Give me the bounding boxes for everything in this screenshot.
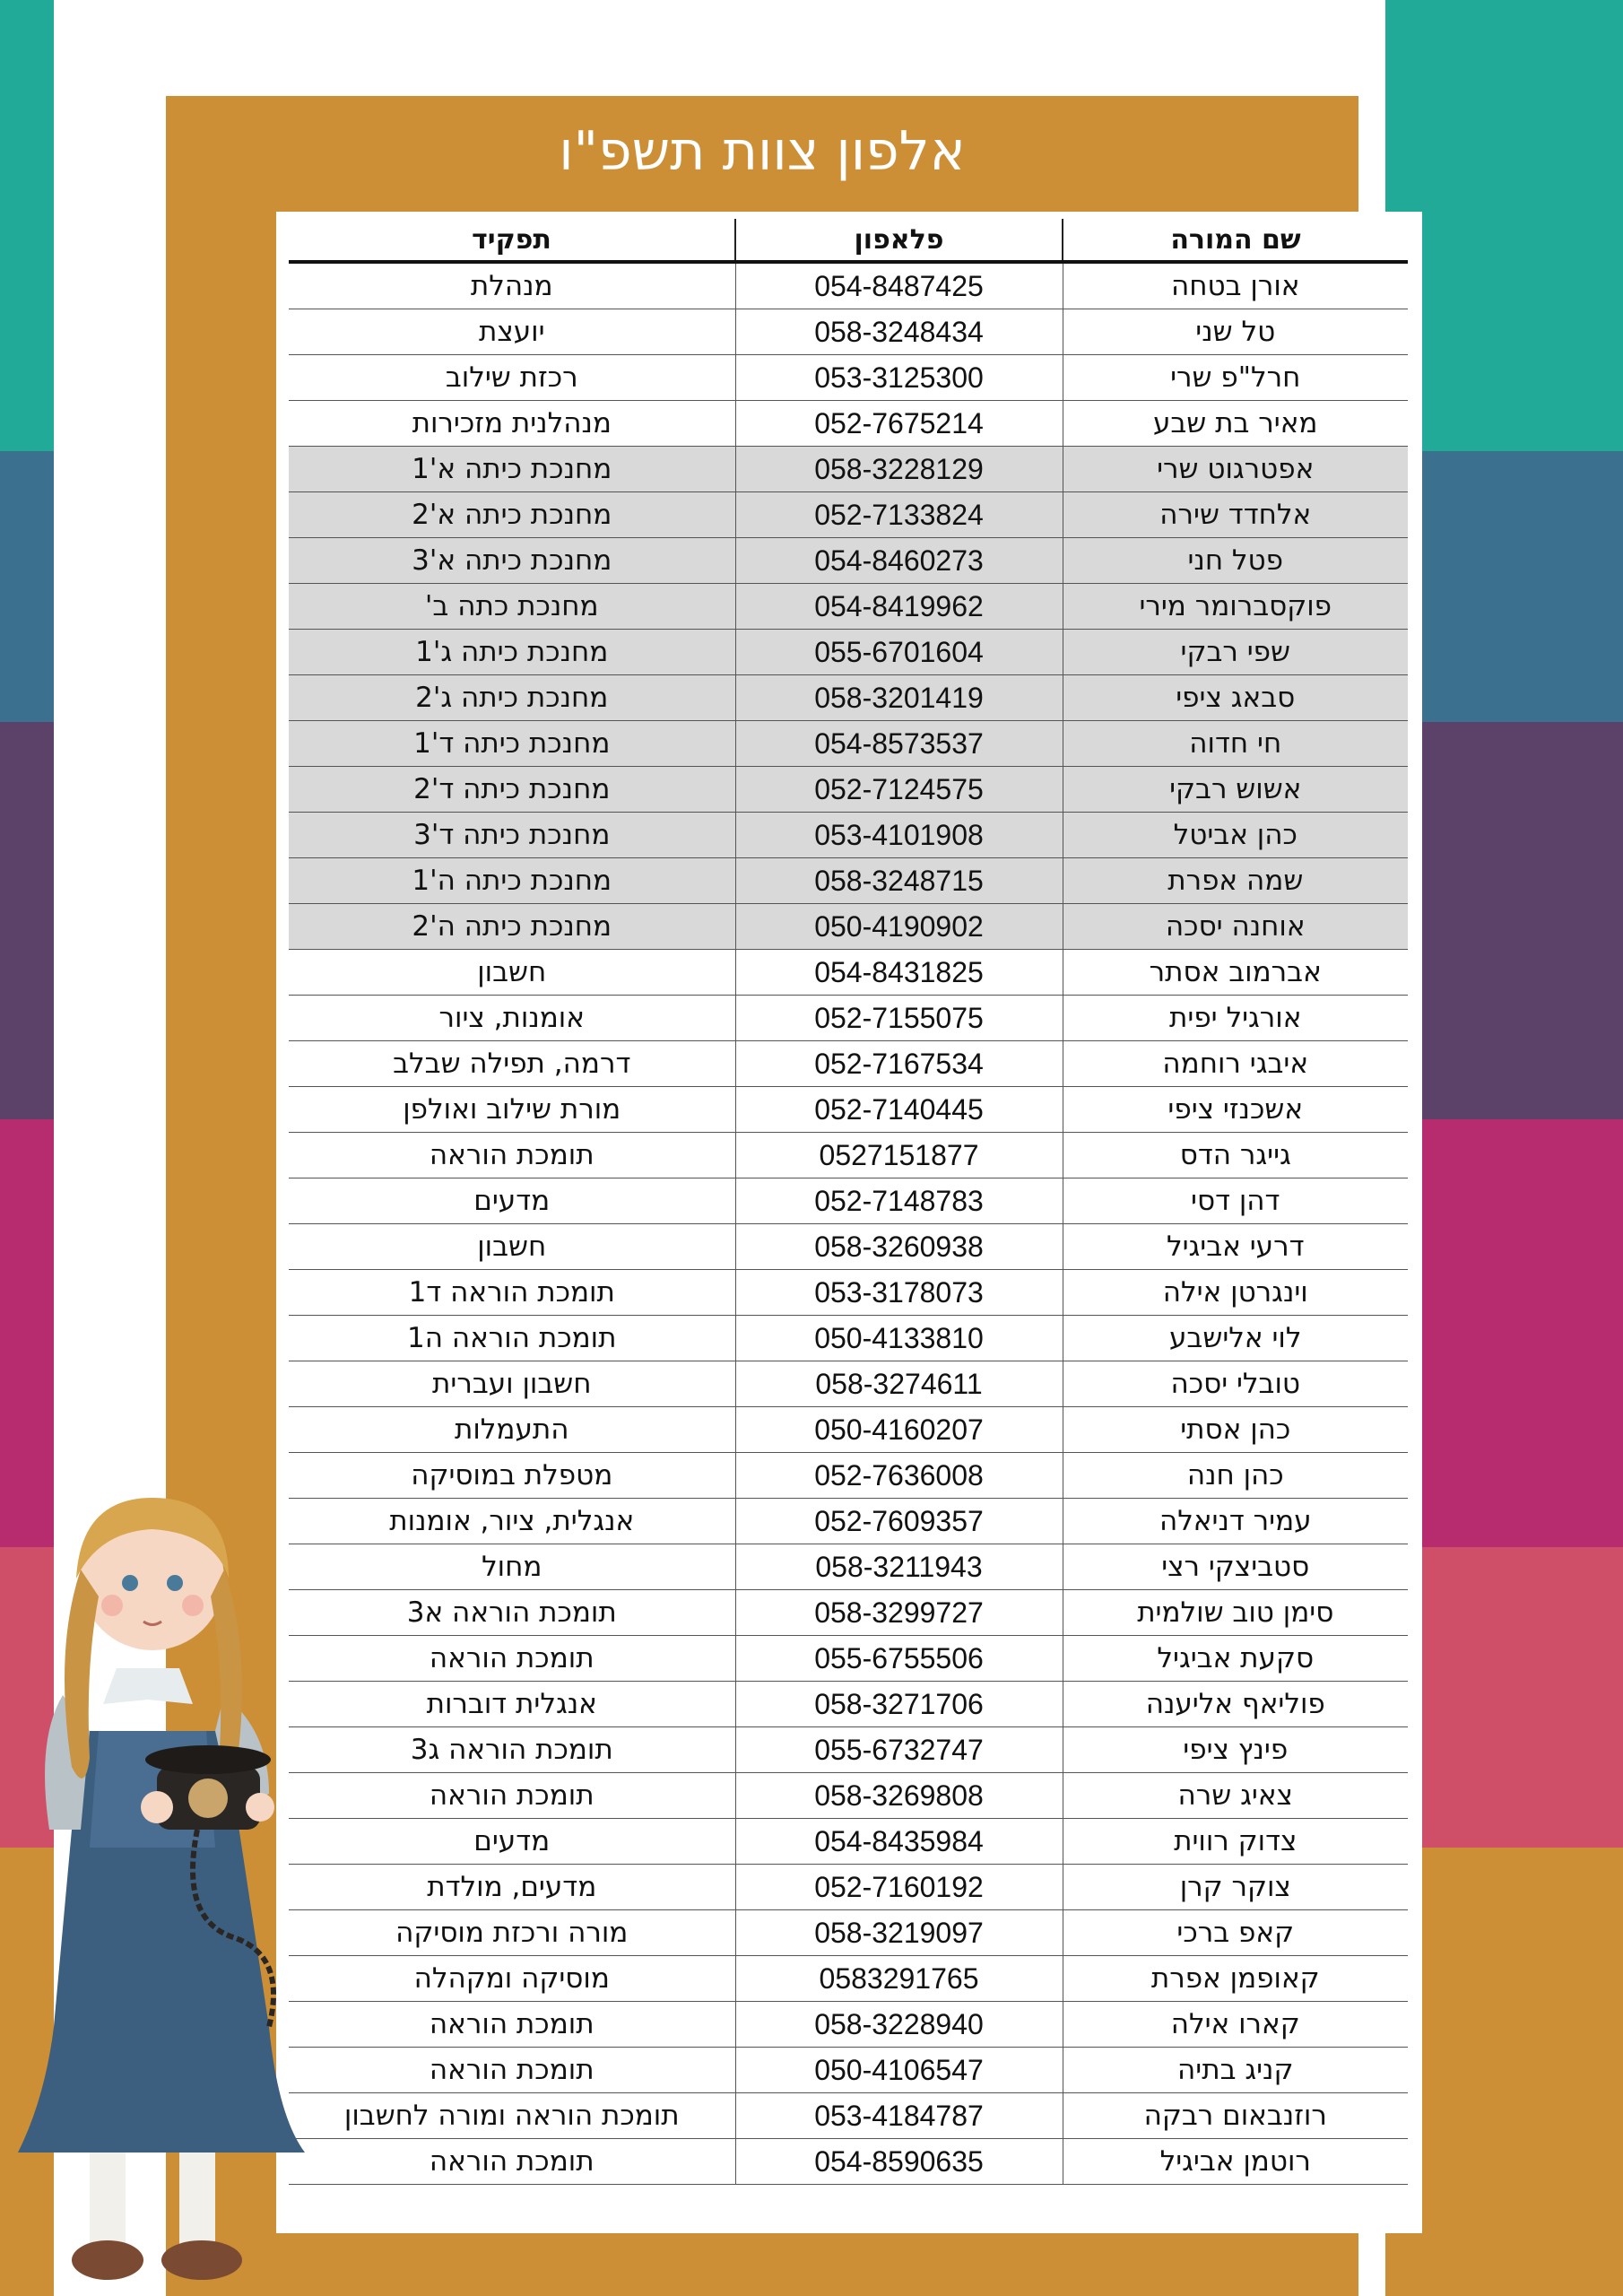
cell-phone: 058-3248434 [735,309,1063,355]
cell-role: התעמלות [289,1407,735,1453]
cell-name: אלחדד שירה [1063,492,1408,538]
table-row [289,1316,1408,1361]
cell-name: צאיג שרה [1063,1773,1408,1819]
cell-name: אורן בטחה [1063,262,1408,309]
table-row [289,447,1408,492]
cell-phone: 058-3274611 [735,1361,1063,1407]
table-row [289,2139,1408,2185]
table-row [289,401,1408,447]
cell-role: מנהלנית מזכירות [289,401,735,447]
cell-role: יועצת [289,309,735,355]
cell-name: לוי אלישבע [1063,1316,1408,1361]
table-row [289,1407,1408,1453]
cell-phone: 055-6701604 [735,630,1063,675]
table-row [289,813,1408,858]
cell-name: אשכנזי ציפי [1063,1087,1408,1133]
cell-role: מחנכת כיתה ג'2 [289,675,735,721]
cell-phone: 058-3228940 [735,2002,1063,2048]
table-row [289,1682,1408,1727]
cell-name: סקעת אביגיל [1063,1636,1408,1682]
cell-role: מנהלת [289,262,735,309]
table-row [289,1956,1408,2002]
cell-phone: 058-3269808 [735,1773,1063,1819]
cell-role: מוסיקה ומקהלה [289,1956,735,2002]
table-row [289,1041,1408,1087]
vertical-school-label: בית ספר חכמים [102,138,172,535]
cell-role: חשבון [289,950,735,996]
cell-role: מחנכת כיתה ד'3 [289,813,735,858]
table-row [289,1727,1408,1773]
cell-phone: 054-8590635 [735,2139,1063,2185]
page-title: אלפון צוות תשפ"ו [559,120,966,183]
table-row [289,1453,1408,1499]
cell-role: תומכת הוראה [289,1133,735,1178]
cell-name: דרעי אביגיל [1063,1224,1408,1270]
table-row [289,262,1408,309]
cell-role: דרמה, תפילה שבלב [289,1041,735,1087]
cell-role: תומכת הוראה ומורה לחשבון [289,2093,735,2139]
cell-name: פוקסברומר מירי [1063,584,1408,630]
table-row [289,1178,1408,1224]
cell-role: מורה ורכזת מוסיקה [289,1910,735,1956]
cell-name: פוליאף אליענה [1063,1682,1408,1727]
cell-phone: 052-7675214 [735,401,1063,447]
cell-phone: 052-7167534 [735,1041,1063,1087]
cell-name: קאפ ברכי [1063,1910,1408,1956]
cell-role: מורת שילוב ואולפן [289,1087,735,1133]
cell-phone: 052-7160192 [735,1865,1063,1910]
cell-role: תומכת הוראה [289,2139,735,2185]
cell-name: טל שני [1063,309,1408,355]
table-row [289,1910,1408,1956]
table-row [289,355,1408,401]
cell-name: חי חדוה [1063,721,1408,767]
cell-phone: 053-4184787 [735,2093,1063,2139]
cell-role: מחנכת כיתה א'1 [289,447,735,492]
table-row [289,1270,1408,1316]
cell-role: מדעים [289,1178,735,1224]
cell-name: כהן חנה [1063,1453,1408,1499]
cell-phone: 052-7636008 [735,1453,1063,1499]
table-row [289,767,1408,813]
cell-name: אורגיל יפית [1063,996,1408,1041]
cell-role: תומכת הוראה ג3 [289,1727,735,1773]
cell-role: תומכת הוראה [289,2048,735,2093]
cell-role: תומכת הוראה [289,1773,735,1819]
cell-role: מחנכת כתה ב' [289,584,735,630]
cell-phone: 050-4106547 [735,2048,1063,2093]
cell-role: תומכת הוראה ה1 [289,1316,735,1361]
cell-phone: 058-3248715 [735,858,1063,904]
cell-phone: 052-7124575 [735,767,1063,813]
cell-name: וינגרטן אילה [1063,1270,1408,1316]
table-row [289,1087,1408,1133]
cell-phone: 050-4160207 [735,1407,1063,1453]
cell-phone: 054-8419962 [735,584,1063,630]
staff-table [289,219,1408,2185]
table-row [289,858,1408,904]
cell-name: אשוש רבקי [1063,767,1408,813]
cell-phone: 058-3211943 [735,1544,1063,1590]
cell-role: תומכת הוראה ד1 [289,1270,735,1316]
table-row [289,1636,1408,1682]
cell-role: חשבון [289,1224,735,1270]
cell-role: מדעים, מולדת [289,1865,735,1910]
table-card [276,212,1422,2233]
cell-role: מדעים [289,1819,735,1865]
cell-role: חשבון ועברית [289,1361,735,1407]
cell-phone: 054-8435984 [735,1819,1063,1865]
cell-phone: 053-3178073 [735,1270,1063,1316]
table-row [289,1133,1408,1178]
cell-role: מחנכת כיתה ה'1 [289,858,735,904]
cell-phone: 054-8460273 [735,538,1063,584]
cell-phone: 052-7148783 [735,1178,1063,1224]
cell-name: חרל"פ שרי [1063,355,1408,401]
table-row [289,1361,1408,1407]
cell-name: פינץ ציפי [1063,1727,1408,1773]
header-role: תפקיד [289,219,735,262]
cell-role: מטפלת במוסיקה [289,1453,735,1499]
cell-name: קאופמן אפרת [1063,1956,1408,2002]
cell-name: קארו אילה [1063,2002,1408,2048]
cell-role: אומנות, ציור [289,996,735,1041]
cell-name: שפי רבקי [1063,630,1408,675]
cell-name: עמיר דניאלה [1063,1499,1408,1544]
cell-role: מחנכת כיתה ג'1 [289,630,735,675]
table-row [289,1224,1408,1270]
cell-role: מחנכת כיתה ד'2 [289,767,735,813]
cell-role: תומכת הוראה א3 [289,1590,735,1636]
cell-phone: 058-3299727 [735,1590,1063,1636]
cell-name: טובלי יסכה [1063,1361,1408,1407]
table-row [289,2002,1408,2048]
cell-phone: 058-3228129 [735,447,1063,492]
cell-phone: 052-7133824 [735,492,1063,538]
cell-phone: 052-7609357 [735,1499,1063,1544]
cell-role: מחנכת כיתה ד'1 [289,721,735,767]
table-row [289,721,1408,767]
cell-phone: 054-8431825 [735,950,1063,996]
cell-phone: 053-3125300 [735,355,1063,401]
cell-role: מחנכת כיתה א'3 [289,538,735,584]
cell-role: תומכת הוראה [289,1636,735,1682]
cell-name: סימן טוב שולמית [1063,1590,1408,1636]
cell-phone: 0527151877 [735,1133,1063,1178]
table-row [289,309,1408,355]
table-row [289,1819,1408,1865]
cell-name: כהן אביטל [1063,813,1408,858]
table-row [289,1499,1408,1544]
left-stripe-teal [0,0,54,451]
cell-role: אנגלית דוברות [289,1682,735,1727]
cell-phone: 055-6732747 [735,1727,1063,1773]
cell-phone: 053-4101908 [735,813,1063,858]
table-row [289,2093,1408,2139]
cell-name: סבאג ציפי [1063,675,1408,721]
cell-name: אברמוב אסתר [1063,950,1408,996]
left-stripe-blue [0,451,54,722]
table-row [289,1773,1408,1819]
cell-role: רכזת שילוב [289,355,735,401]
cell-name: אפטרגוט שרי [1063,447,1408,492]
cell-phone: 055-6755506 [735,1636,1063,1682]
cell-role: תומכת הוראה [289,2002,735,2048]
cell-name: סטביצקי רצי [1063,1544,1408,1590]
cell-phone: 058-3260938 [735,1224,1063,1270]
left-stripe-purple [0,722,54,1119]
cell-name: מאיר בת שבע [1063,401,1408,447]
cell-name: גייגר הדס [1063,1133,1408,1178]
cell-name: רוטמן אביגיל [1063,2139,1408,2185]
cell-phone: 052-7140445 [735,1087,1063,1133]
table-row [289,1865,1408,1910]
cell-name: צדוק רווית [1063,1819,1408,1865]
table-row [289,1544,1408,1590]
cell-phone: 054-8573537 [735,721,1063,767]
table-row [289,630,1408,675]
header-phone: פלאפון [735,219,1063,262]
girl-with-telephone-illustration [0,1471,341,2296]
cell-name: דהן דסי [1063,1178,1408,1224]
cell-role: מחנכת כיתה א'2 [289,492,735,538]
table-row [289,996,1408,1041]
table-row [289,1590,1408,1636]
cell-phone: 058-3271706 [735,1682,1063,1727]
header-name: שם המורה [1063,219,1408,262]
table-row [289,2048,1408,2093]
cell-role: אנגלית, ציור, אומנות [289,1499,735,1544]
cell-phone: 050-4190902 [735,904,1063,950]
table-row [289,675,1408,721]
cell-name: צוקר קרן [1063,1865,1408,1910]
cell-name: רוזנבאום רבקה [1063,2093,1408,2139]
cell-phone: 054-8487425 [735,262,1063,309]
table-row [289,584,1408,630]
cell-phone: 0583291765 [735,1956,1063,2002]
table-row [289,538,1408,584]
cell-phone: 058-3201419 [735,675,1063,721]
table-row [289,950,1408,996]
cell-phone: 058-3219097 [735,1910,1063,1956]
cell-name: איבגי רוחמה [1063,1041,1408,1087]
cell-role: מחנכת כיתה ה'2 [289,904,735,950]
cell-role: מחול [289,1544,735,1590]
cell-name: קניג בתיה [1063,2048,1408,2093]
cell-phone: 050-4133810 [735,1316,1063,1361]
cell-name: אוחנה יסכה [1063,904,1408,950]
cell-name: שמה אפרת [1063,858,1408,904]
cell-phone: 052-7155075 [735,996,1063,1041]
cell-name: פטל חני [1063,538,1408,584]
table-header-row [289,219,1408,262]
table-row [289,492,1408,538]
cell-name: כהן אסתי [1063,1407,1408,1453]
table-row [289,904,1408,950]
